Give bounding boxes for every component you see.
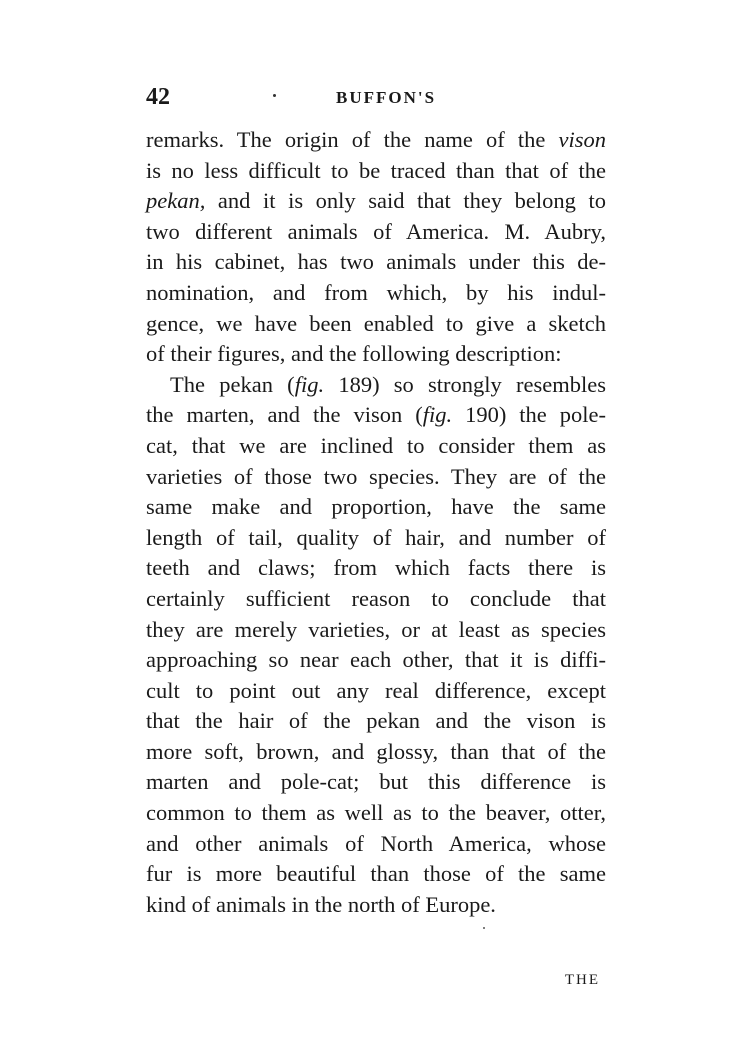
line-text: common to them as well as to the beaver, otter, [146,800,606,826]
line-text: pekan, and it is only said that they belong to [146,188,606,214]
line-text: teeth and claws; from which facts there is [146,555,606,581]
text-line [146,523,606,554]
text-line [146,645,606,676]
line-text: kind of animals in the north of Europe. [146,891,496,917]
line-text: same make and proportion, have the same [146,494,606,520]
line-text: is no less difficult to be traced than that of the [146,157,606,183]
text-line [146,492,606,523]
line-text: The pekan (fig. 189) so strongly resembles [170,371,607,397]
line-text: they are merely varieties, or at least as species [146,616,606,642]
running-title: BUFFON'S [336,88,437,107]
ink-speck [483,927,485,929]
line-text: varieties of those two species. They are of the [146,463,606,489]
line-text: of their figures, and the following description: [146,341,562,367]
line-text: nomination, and from which, by his indul- [146,279,606,305]
text-line [146,339,606,370]
text-line [146,462,606,493]
text-line [146,217,606,248]
line-text: remarks. The origin of the name of the vison [146,127,606,152]
text-line [146,431,606,462]
line-text: cat, that we are inclined to consider them as [146,432,606,458]
text-line [146,829,606,860]
page-number: 42 [146,84,170,110]
text-line [146,370,606,401]
line-text: approaching so near each other, that it is diffi- [146,647,606,673]
text-line [146,278,606,309]
line-text: cult to point out any real difference, except [146,677,606,703]
text-line [146,309,606,340]
line-text: the marten, and the vison (fig. 190) the pole- [146,402,606,428]
running-head [146,84,616,114]
text-line [146,859,606,890]
text-line [146,553,606,584]
text-line [146,767,606,798]
line-text: and other animals of North America, whose [146,830,606,856]
catchword: THE [564,972,600,988]
line-text: two different animals of America. M. Aubry, [146,218,606,244]
text-line [146,737,606,768]
text-line [146,584,606,615]
text-line [146,156,606,187]
line-text: fur is more beautiful than those of the same [146,861,606,887]
line-text: in his cabinet, has two animals under this de- [146,249,606,275]
line-text: certainly sufficient reason to conclude that [146,585,606,611]
line-text: marten and pole-cat; but this difference is [146,769,606,795]
text-line [146,615,606,646]
text-line [146,706,606,737]
line-text: gence, we have been enabled to give a sketch [146,310,606,336]
text-line [146,400,606,431]
line-text: that the hair of the pekan and the vison is [146,708,606,734]
text-line [146,890,606,921]
body-text [146,125,606,920]
text-line [146,247,606,278]
text-line [146,676,606,707]
text-line [146,125,606,156]
ink-speck [273,94,276,97]
line-text: more soft, brown, and glossy, than that of the [146,738,606,764]
text-line [146,798,606,829]
text-line [146,186,606,217]
line-text: length of tail, quality of hair, and number of [146,524,606,550]
